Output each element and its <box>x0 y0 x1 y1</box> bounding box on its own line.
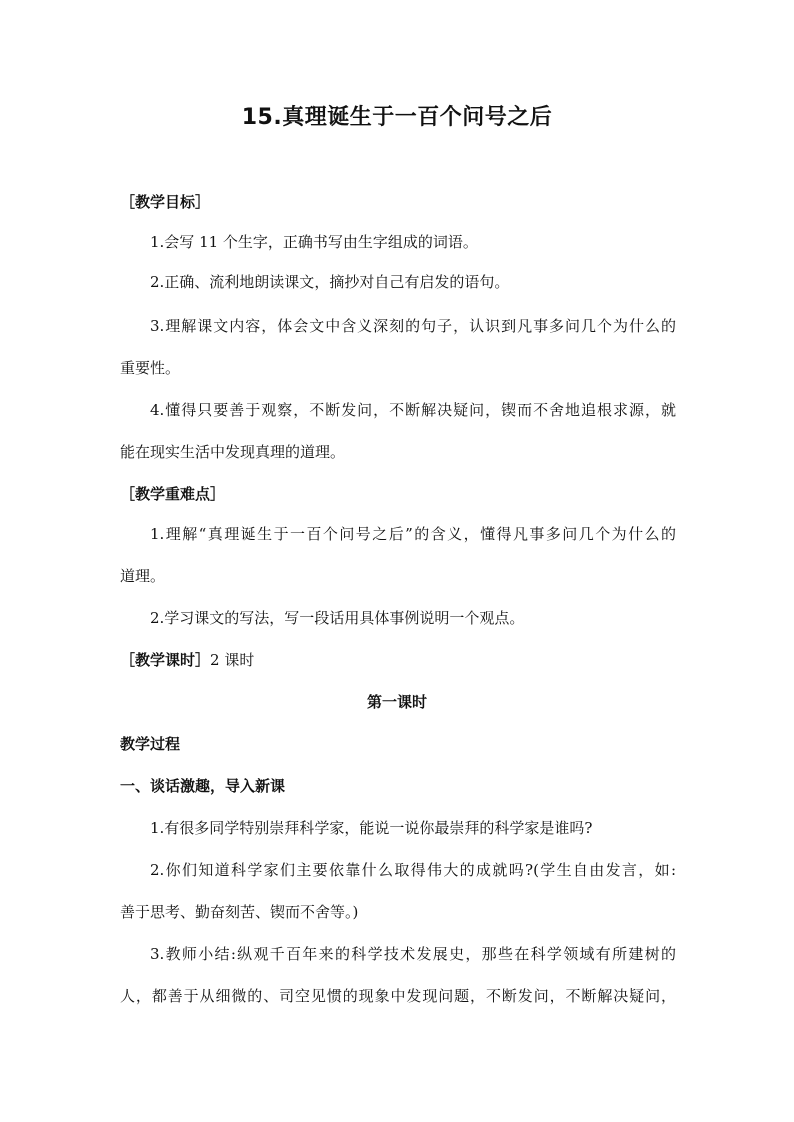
process-heading: 教学过程 <box>120 735 181 753</box>
key-point-line: 1.理解“真理诞生于一百个问号之后”的含义，懂得凡事多问几个为什么的 <box>150 525 676 543</box>
objective-line: 1.会写 11 个生字，正确书写由生字组成的词语。 <box>150 233 478 251</box>
objective-line: 能在现实生活中发现真理的道理。 <box>120 443 346 461</box>
part1-line: 3.教师小结:纵观千百年来的科学技术发展史，那些在科学领域有所建树的 <box>150 945 676 963</box>
objective-line: 3.理解课文内容，体会文中含义深刻的句子，认识到凡事多问几个为什么的 <box>150 317 676 335</box>
part1-line: 2.你们知道科学家们主要依靠什么取得伟大的成就吗?(学生自由发言，如: <box>150 861 676 879</box>
document-title: 15.真理诞生于一百个问号之后 <box>241 105 553 130</box>
key-point-line: 道理。 <box>120 567 166 585</box>
key-points-heading: ［教学重难点］ <box>120 485 226 503</box>
part1-heading: 一、谈话激趣，导入新课 <box>120 777 286 795</box>
objective-line: 4.懂得只要善于观察，不断发问，不断解决疑问，锲而不舍地追根求源，就 <box>150 401 676 419</box>
part1-line: 1.有很多同学特别崇拜科学家，能说一说你最崇拜的科学家是谁吗? <box>150 819 593 837</box>
objective-line: 重要性。 <box>120 359 181 377</box>
objectives-heading: ［教学目标］ <box>120 193 211 211</box>
part1-line: 善于思考、勤奋刻苦、锲而不舍等。) <box>120 903 359 921</box>
objective-line: 2.正确、流利地朗读课文，摘抄对自己有启发的语句。 <box>150 273 510 291</box>
part1-line: 人，都善于从细微的、司空见惯的现象中发现问题，不断发问，不断解决疑问， <box>120 987 676 1005</box>
lesson-title: 第一课时 <box>366 693 427 711</box>
hours-heading: ［教学课时］ <box>120 651 211 669</box>
key-point-line: 2.学习课文的写法，写一段话用具体事例说明一个观点。 <box>150 609 525 627</box>
hours-line <box>120 650 680 670</box>
hours-value: 2 课时 <box>210 651 255 669</box>
